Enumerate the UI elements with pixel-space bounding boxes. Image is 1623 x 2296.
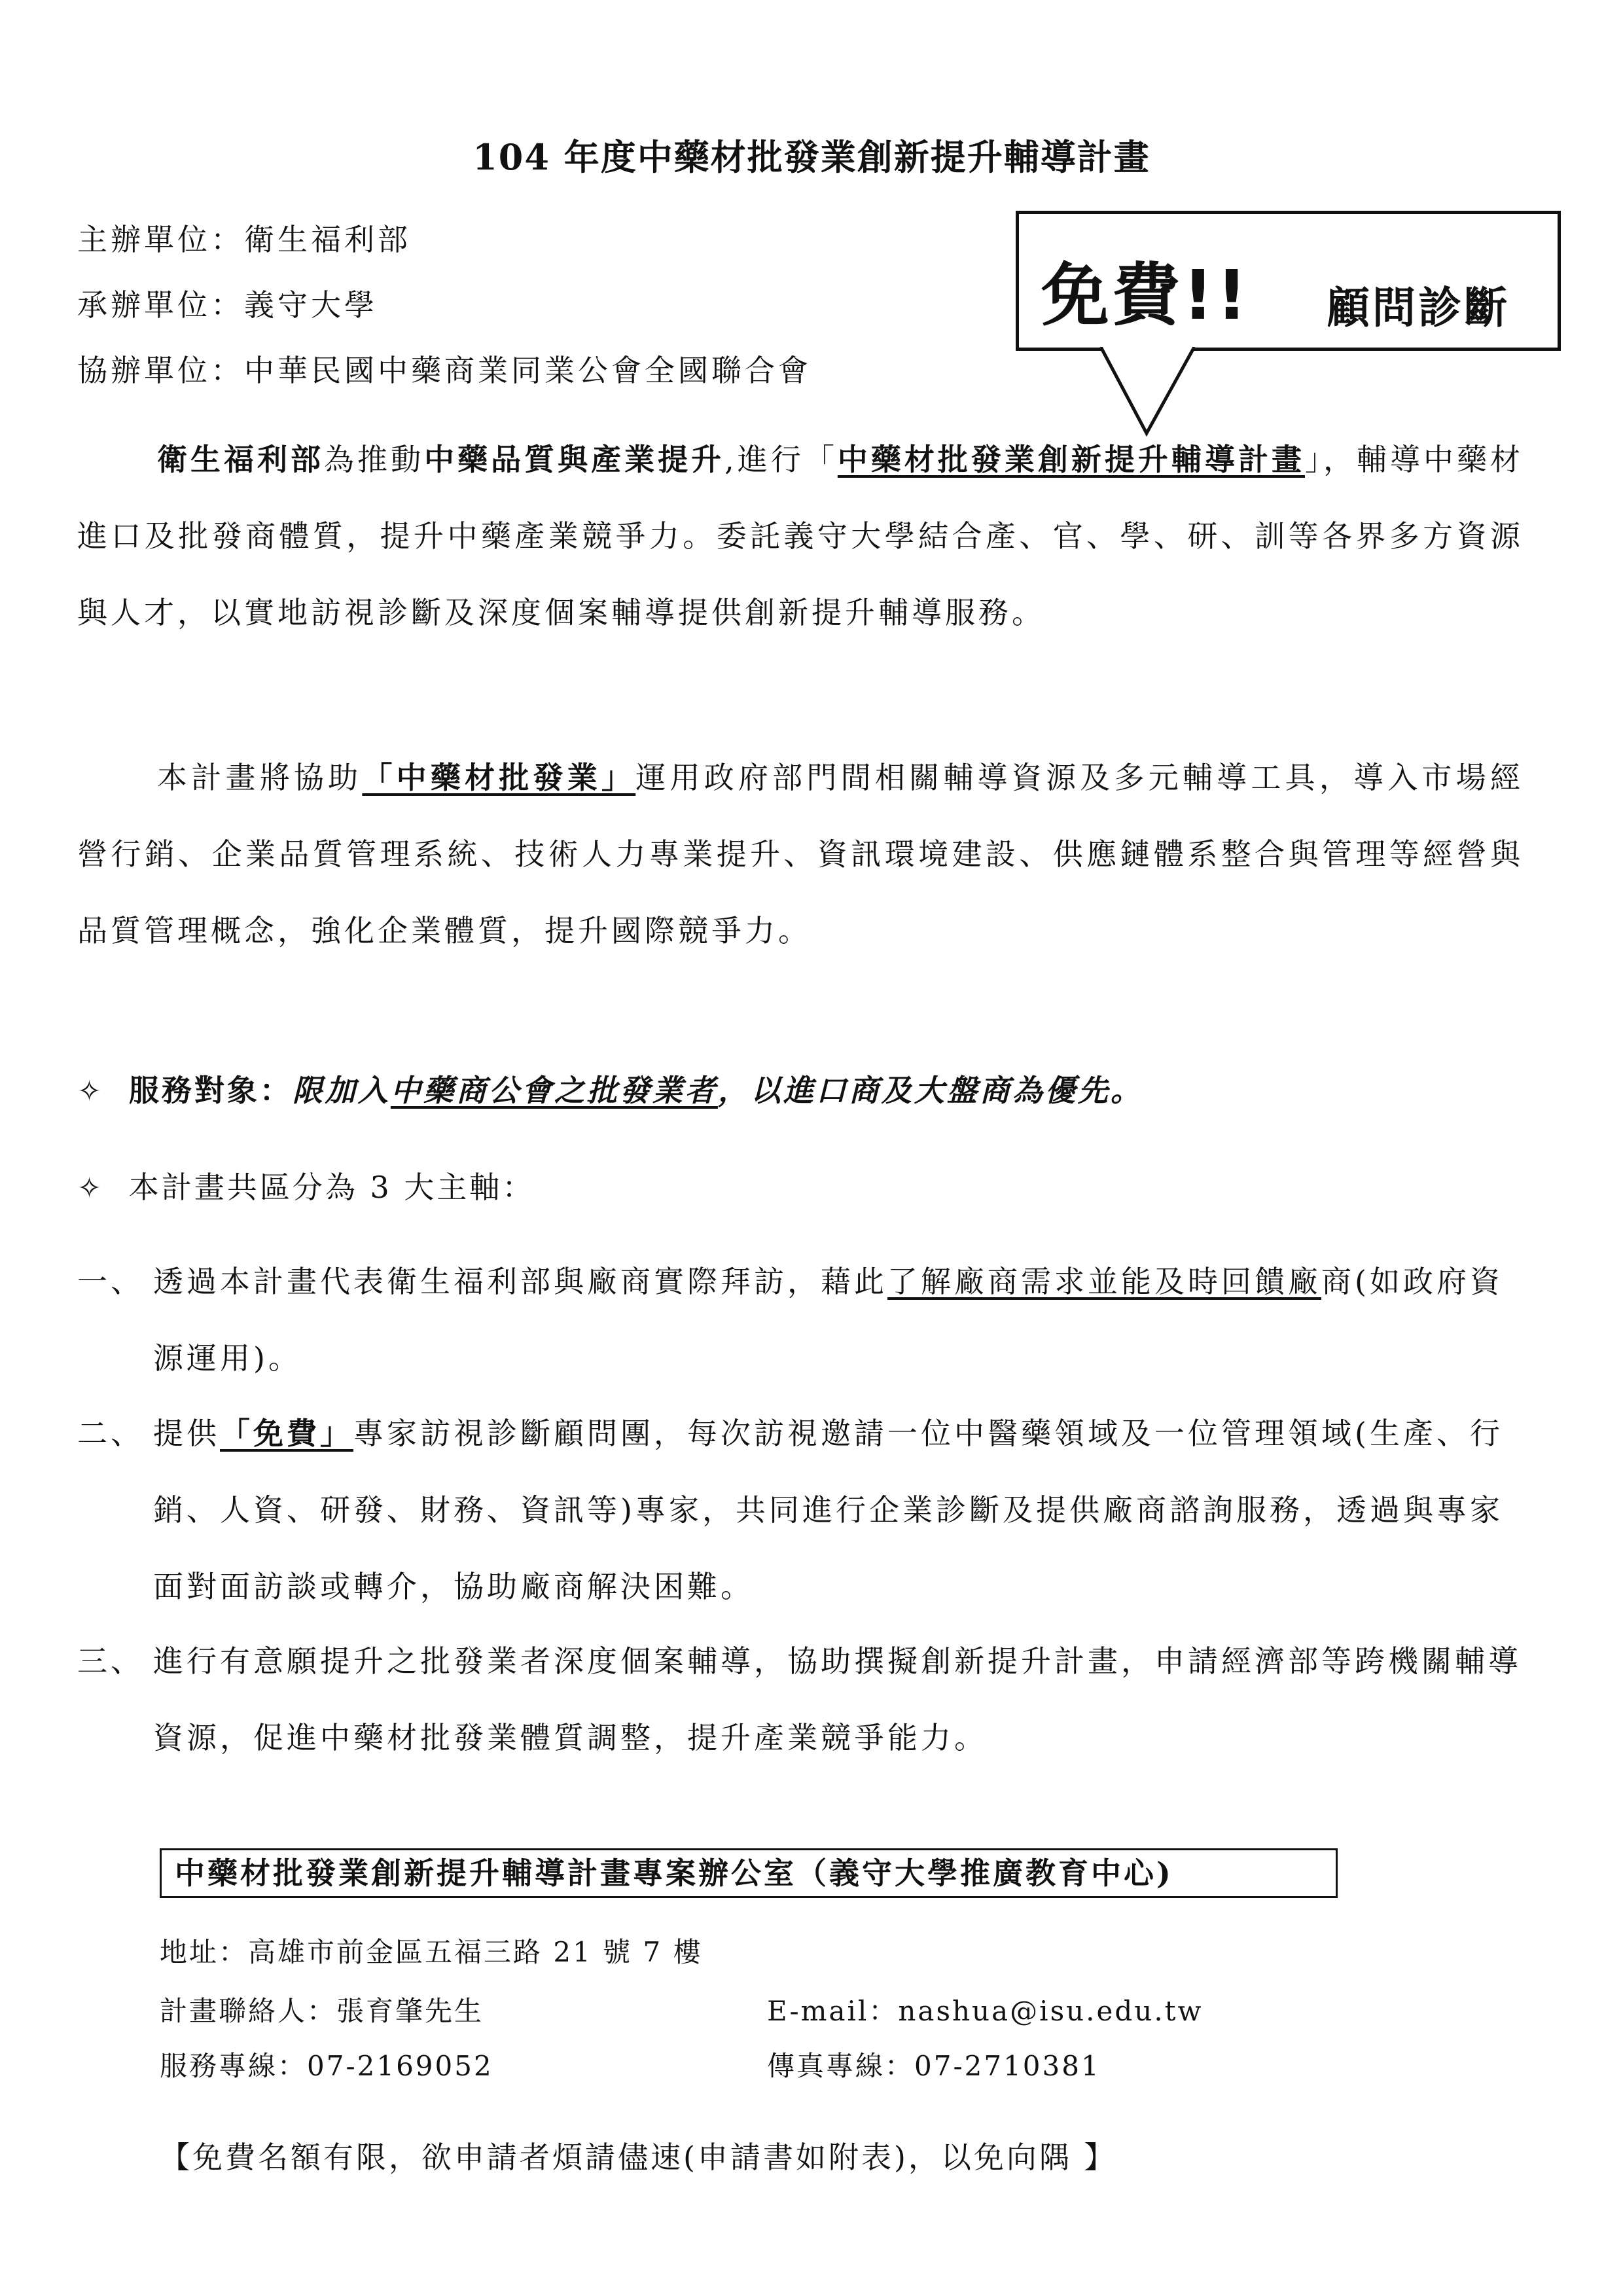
main-axes-bullet [77,1164,535,1207]
service-target-bullet [77,1067,1143,1110]
document-title: 104 年度中藥材批發業創新提升輔導計畫 [473,136,1150,178]
intro-quality: 中藥品質與產業提升 [424,442,725,477]
intro-text-3: 」，輔導中藥材進口及批發商體質，提升中藥產業競爭力。委託義守大學結合產、官、學、研、訓等各界多方資源與人才，以實地訪視診斷及深度個案輔導提供創新提升輔導服務。 [77,442,1524,630]
list-item-text: 提供 [153,1416,220,1451]
org-executor-label: 承辦單位： [77,287,244,323]
list-item-body [153,1395,1524,1625]
sparkle-bullet-icon: ✧ [77,1172,104,1205]
assist-industry: 「中藥材批發業」 [362,760,636,795]
main-axes-text: 本計畫共區分為 3 大主軸： [128,1170,535,1205]
list-item-text: 商(如政府資源運用)。 [153,1264,1503,1376]
project-office-box: 中藥材批發業創新提升輔導計畫專案辦公室（義守大學推廣教育中心) [160,1848,1338,1898]
list-item-text: 專家訪視診斷顧問團，每次訪視邀請一位中醫藥領域及一位管理領域(生產、行銷、人資、研發、財務、資訊等)專家，共同進行企業診斷及提供廠商諮詢服務，透過與專家面對面訪談或轉介，協助廠商解決困難。 [153,1416,1503,1604]
list-item [77,1395,1524,1625]
list-item-number: 二、 [77,1416,144,1451]
org-host [77,216,411,259]
service-target-a: 限加入 [292,1073,391,1108]
intro-text-2: ,進行「 [724,442,838,477]
list-item [77,1623,1524,1776]
org-coorganizer [77,347,812,390]
list-item-free: 「免費」 [220,1416,353,1451]
service-target-label: 服務對象： [128,1073,293,1108]
assist-text-2: 運用政府部門間相關輔導資源及多元輔導工具，導入市場經營行銷、企業品質管理系統、技術人力專業提升、資訊環境建設、供應鏈體系整合與管理等經營與品質管理概念，強化企業體質，提升國際競爭力。 [77,760,1524,948]
intro-paragraph [77,422,1524,651]
service-target-c: ，以進口商及大盤商為優先。 [717,1073,1143,1108]
service-target-b: 中藥商公會之批發業者 [390,1073,718,1108]
intro-ministry: 衛生福利部 [157,442,325,477]
list-item-number: 一、 [77,1264,144,1299]
contact-phone: 服務專線：07-2169052 [160,2050,493,2082]
list-item-body: 進行有意願提升之批發業者深度個案輔導，協助撰擬創新提升計畫，申請經濟部等跨機關輔導資源，促進中藥材批發業體質調整，提升產業競爭能力。 [153,1643,1522,1755]
list-item-body [153,1244,1524,1397]
callout-consult-text: 顧問診斷 [1327,283,1510,333]
intro-plan-name: 中藥材批發業創新提升輔導計畫 [837,442,1305,477]
assist-paragraph [77,740,1524,969]
org-executor-value: 義守大學 [244,287,378,323]
free-consultation-callout [1016,211,1561,351]
org-coorganizer-value: 中華民國中藥商業同業公會全國聯合會 [244,353,812,388]
contact-email: E-mail：nashua@isu.edu.tw [767,1995,1204,2027]
org-host-value: 衛生福利部 [244,222,411,257]
footer-notice: 【免費名額有限，欲申請者煩請儘速(申請書如附表)，以免向隅 】 [160,2140,1117,2175]
contact-fax: 傳真專線：07-2710381 [767,2050,1101,2082]
contact-person: 計畫聯絡人：張育肇先生 [160,1995,484,2027]
org-host-label: 主辦單位： [77,222,244,257]
org-coorganizer-label: 協辦單位： [77,353,244,388]
list-item-number: 三、 [77,1643,144,1679]
list-item-text: 透過本計畫代表衛生福利部與廠商實際拜訪，藉此 [153,1264,887,1299]
intro-text-1: 為推動 [324,442,425,477]
contact-address: 地址：高雄市前金區五福三路 21 號 7 樓 [160,1936,703,1968]
list-item-underlined: 了解廠商需求並能及時回饋廠 [887,1264,1321,1299]
list-item [77,1244,1524,1397]
org-executor [77,281,378,325]
callout-free-text: 免費!! [1041,255,1250,335]
assist-text-1: 本計畫將協助 [157,760,363,795]
sparkle-bullet-icon: ✧ [77,1075,104,1108]
